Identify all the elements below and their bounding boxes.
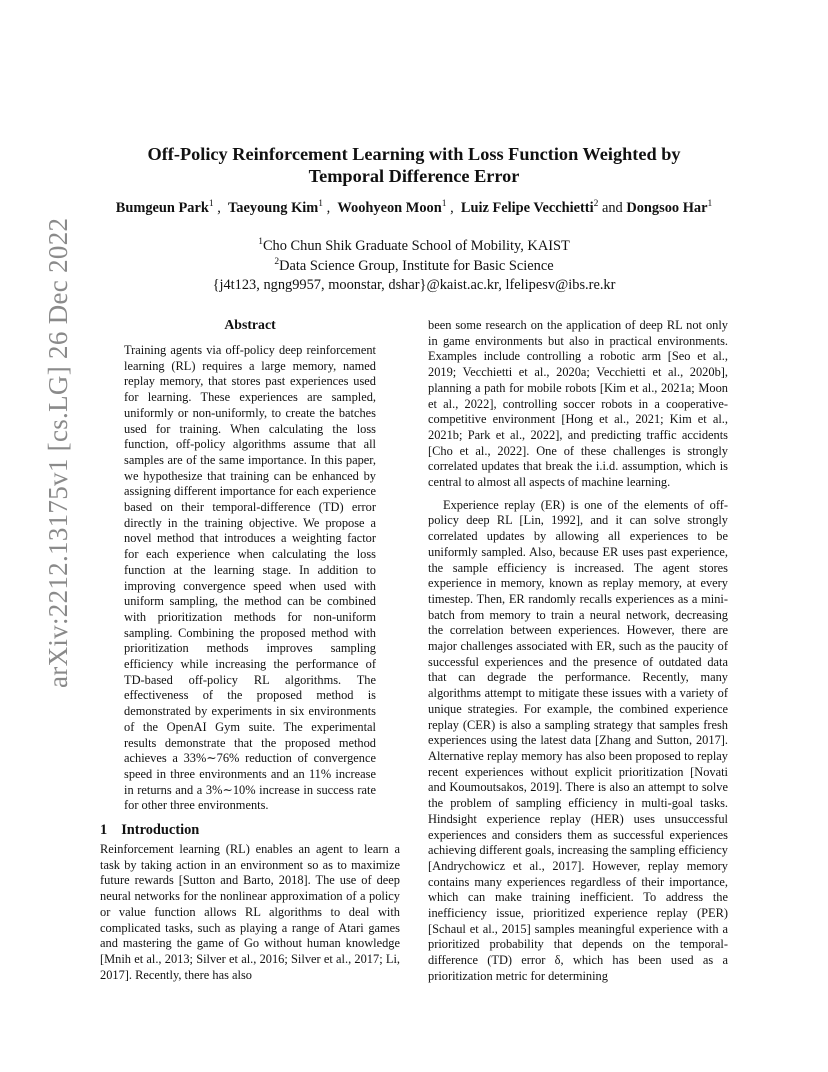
section-title: Introduction	[121, 822, 200, 838]
section-number: 1	[100, 822, 108, 838]
affiliation-text: Data Science Group, Institute for Basic Science	[279, 257, 554, 274]
arxiv-stamp	[18, 217, 73, 688]
author-mark: 2	[593, 199, 599, 210]
arxiv-identifier: arXiv:2212.13175v1 [cs.LG] 26 Dec 2022	[43, 217, 73, 688]
section-heading-introduction	[100, 822, 400, 839]
affiliation-2	[100, 257, 728, 277]
paper-title	[100, 143, 728, 187]
title-line-1: Off-Policy Reinforcement Learning with Loss Function Weighted by	[147, 144, 681, 164]
author-mark: 1	[318, 199, 324, 210]
author-mark: 1	[707, 199, 713, 210]
abstract-text: Training agents via off-policy deep reinforcement learning (RL) requires a large memory, named replay memory, that stores past experiences used for learning. These experiences are sampled, uniformly or non-uniformly, to create the batches used for training. When calculating the loss function, off-policy algorithms assume that all samples are of the same importance. In this paper, we hypothesize that training can be enhanced by assigning different importance for each experience based on their temporal-difference (TD) error directly in the training objective. We propose a novel method that introduces a weighting factor for each experience when calculating the loss function at the learning stage. In addition to improving convergence speed when used with uniform sampling, the method can be combined with prioritization methods for non-uniform sampling. Combining the proposed method with prioritization methods improves sampling efficiency while increasing the performance of TD-based off-policy RL algorithms. The effectiveness of the proposed method is demonstrated by experiments in six environments of the OpenAI Gym suite. The experimental results demonstrate that the proposed method achieves a 33%∼76% reduction of convergence speed in three environments and an 11% increase in returns and a 3%∼10% increase in success rate for other three environments.	[124, 343, 376, 813]
author-name: Bumgeun Park	[115, 200, 209, 216]
right-paragraph-2: Experience replay (ER) is one of the elements of off-policy deep RL [Lin, 1992], and it can solve strongly correlated updates by allowing all experiences to be uniformly sampled. Also, because ER uses past experience, the sample efficiency is increased. The agent stores experience in memory, known as replay memory, at every timestep. Then, ER randomly recalls experiences as a mini-batch from memory to train a neural network, decreasing the correlation between experiences. However, there are major challenges associated with ER, such as the paucity of successful experiences and the presence of outdated data that can degrade the performance. Recently, many algorithms attempt to mitigate these issues with a variety of unique strategies. For example, the combined experience replay (CER) is also a sampling strategy that samples fresh experiences using the latest data [Zhang and Sutton, 2017]. Alternative replay memory has also been proposed to replay recent experiences without explicit prioritization [Novati and Koumoutsakos, 2019]. There is also an attempt to solve the problem of sampling efficiency in multi-goal tasks. Hindsight experience replay (HER) uses unsuccessful experiences and considers them as successful experiences achieving different goals, increasing the sampling efficiency [Andrychowicz et al., 2017]. However, replay memory contains many experiences regardless of their importance, which can make training inefficient. To address the inefficiency issue, prioritized experience replay (PER) [Schaul et al., 2015] samples meaningful experience with a prioritized probability that depends on the temporal-difference (TD) error δ, which has been used as a prioritization metric for determining	[428, 497, 728, 983]
author-name: Taeyoung Kim	[228, 200, 319, 216]
author-name: Woohyeon Moon	[337, 200, 442, 216]
affiliation-mark: 1	[258, 237, 263, 248]
author-list: Bumgeun Park$^1$ , Taeyoung Kim$^1$ , Woohyeon Moon$^1$ , Luiz Felipe Vecchietti$^2$ and Dongsoo Har$^1$	[115, 199, 713, 216]
introduction-paragraph: Reinforcement learning (RL) enables an agent to learn a task by taking action in an environment so as to maximize future rewards [Sutton and Barto, 2018]. The use of deep neural networks for the nonlinear approximation of a policy or value function allows RL algorithms to deal with complicated tasks, such as playing a range of Atari games and mastering the game of Go without human knowledge [Mnih et al., 2013; Silver et al., 2016; Silver et al., 2017; Li, 2017]. Recently, there has also	[100, 842, 400, 982]
right-paragraph-1: been some research on the application of deep RL not only in game environments but also in practical environments. Examples include controlling a robotic arm [Seo et al., 2019; Vecchietti et al., 2020a; Vecchietti et al., 2020b], planning a path for mobile robots [Kim et al., 2021a; Moon et al., 2022], controlling soccer robots in a cooperative-competitive environment [Hong et al., 2021; Kim et al., 2021b; Park et al., 2022], and predicting traffic accidents [Cho et al., 2022]. One of these challenges is strongly correlated updates that break the i.i.d. assumption, which is central to almost all aspects of machine learning.	[428, 318, 728, 490]
author-mark: 1	[441, 199, 447, 210]
author-name: Luiz Felipe Vecchietti	[460, 200, 594, 216]
author-mark: 1	[208, 199, 214, 210]
abstract-heading: Abstract	[224, 317, 276, 332]
right-column	[428, 318, 728, 985]
affiliation-text: Cho Chun Shik Graduate School of Mobility, KAIST	[262, 238, 570, 254]
affiliation-1	[100, 237, 728, 257]
title-line-2: Temporal Difference Error	[308, 166, 520, 186]
author-emails: {j4t123, ngng9957, moonstar, dshar}@kaist.ac.kr, lfelipesv@ibs.re.kr	[212, 277, 616, 293]
affiliations	[100, 237, 728, 296]
affiliation-mark: 2	[274, 256, 280, 267]
author-name: Dongsoo Har	[626, 200, 708, 216]
